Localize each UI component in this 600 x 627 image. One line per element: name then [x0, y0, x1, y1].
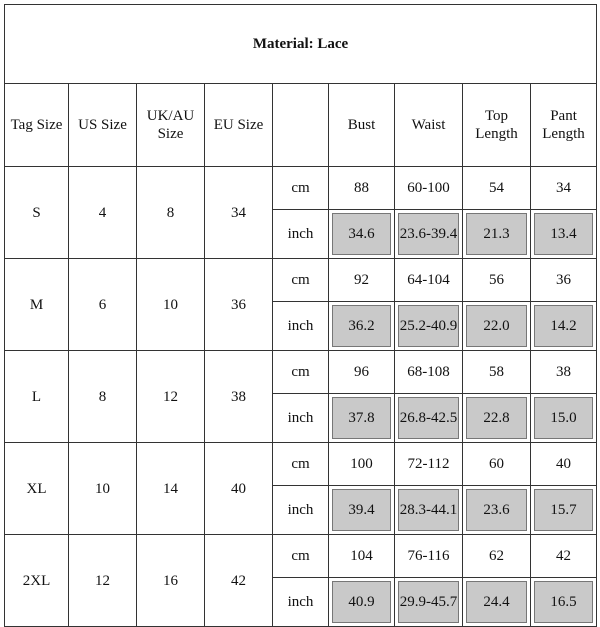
header-uk-au-size [137, 84, 205, 167]
shaded-value: 28.3-44.1 [398, 489, 459, 531]
header-uk-au-line2: Size [157, 126, 184, 142]
pant-length-cell: 34 [531, 167, 597, 210]
header-uk-au-line1: UK/AU [146, 108, 195, 124]
us-size-cell: 8 [69, 351, 137, 443]
pant-length-cell: 40 [531, 443, 597, 486]
header-top-length [463, 84, 531, 167]
header-top-line2: Length [475, 126, 518, 142]
pant-length-cell [531, 302, 597, 351]
tag-size-cell: 2XL [5, 535, 69, 627]
table-title: Material: Lace [5, 5, 597, 84]
us-size-cell: 12 [69, 535, 137, 627]
us-size-cell: 6 [69, 259, 137, 351]
header-bust: Bust [329, 84, 395, 167]
shaded-value: 15.0 [534, 397, 593, 439]
bust-cell: 96 [329, 351, 395, 394]
unit-cell: inch [273, 578, 329, 627]
table-row [5, 167, 597, 210]
shaded-value: 22.0 [466, 305, 527, 347]
pant-length-cell [531, 486, 597, 535]
shaded-value: 34.6 [332, 213, 391, 255]
top-length-cell [463, 394, 531, 443]
bust-cell [329, 394, 395, 443]
eu-size-cell: 38 [205, 351, 273, 443]
shaded-value: 39.4 [332, 489, 391, 531]
tag-size-cell: XL [5, 443, 69, 535]
eu-size-cell: 40 [205, 443, 273, 535]
waist-cell [395, 578, 463, 627]
pant-length-cell [531, 394, 597, 443]
bust-cell: 104 [329, 535, 395, 578]
header-row [5, 84, 597, 167]
top-length-cell: 60 [463, 443, 531, 486]
shaded-value: 25.2-40.9 [398, 305, 459, 347]
waist-cell: 72-112 [395, 443, 463, 486]
shaded-value: 13.4 [534, 213, 593, 255]
header-us-size: US Size [69, 84, 137, 167]
waist-cell [395, 302, 463, 351]
shaded-value: 23.6-39.4 [398, 213, 459, 255]
top-length-cell [463, 210, 531, 259]
header-top-line1: Top [484, 108, 509, 124]
bust-cell: 100 [329, 443, 395, 486]
unit-cell: inch [273, 394, 329, 443]
waist-cell [395, 394, 463, 443]
bust-cell: 92 [329, 259, 395, 302]
uk-au-size-cell: 8 [137, 167, 205, 259]
top-length-cell [463, 578, 531, 627]
unit-cell: inch [273, 302, 329, 351]
table-row [5, 535, 597, 578]
tag-size-cell: L [5, 351, 69, 443]
shaded-value: 26.8-42.5 [398, 397, 459, 439]
header-waist: Waist [395, 84, 463, 167]
unit-cell: cm [273, 259, 329, 302]
shaded-value: 15.7 [534, 489, 593, 531]
waist-cell [395, 486, 463, 535]
us-size-cell: 4 [69, 167, 137, 259]
bust-cell [329, 578, 395, 627]
us-size-cell: 10 [69, 443, 137, 535]
table-row [5, 259, 597, 302]
top-length-cell: 58 [463, 351, 531, 394]
shaded-value: 24.4 [466, 581, 527, 623]
shaded-value: 37.8 [332, 397, 391, 439]
top-length-cell [463, 302, 531, 351]
table-row [5, 443, 597, 486]
top-length-cell: 62 [463, 535, 531, 578]
header-pant-line2: Length [542, 126, 585, 142]
size-chart [4, 4, 596, 610]
top-length-cell: 54 [463, 167, 531, 210]
title-row [5, 5, 597, 84]
header-unit [273, 84, 329, 167]
unit-cell: inch [273, 486, 329, 535]
uk-au-size-cell: 12 [137, 351, 205, 443]
table-row [5, 351, 597, 394]
unit-cell: inch [273, 210, 329, 259]
bust-cell: 88 [329, 167, 395, 210]
shaded-value: 29.9-45.7 [398, 581, 459, 623]
waist-cell: 60-100 [395, 167, 463, 210]
pant-length-cell: 38 [531, 351, 597, 394]
eu-size-cell: 36 [205, 259, 273, 351]
shaded-value: 23.6 [466, 489, 527, 531]
eu-size-cell: 34 [205, 167, 273, 259]
header-eu-size: EU Size [205, 84, 273, 167]
bust-cell [329, 302, 395, 351]
pant-length-cell [531, 210, 597, 259]
unit-cell: cm [273, 535, 329, 578]
unit-cell: cm [273, 443, 329, 486]
header-tag-size: Tag Size [5, 84, 69, 167]
uk-au-size-cell: 16 [137, 535, 205, 627]
header-pant-length [531, 84, 597, 167]
uk-au-size-cell: 14 [137, 443, 205, 535]
shaded-value: 40.9 [332, 581, 391, 623]
shaded-value: 14.2 [534, 305, 593, 347]
top-length-cell: 56 [463, 259, 531, 302]
unit-cell: cm [273, 167, 329, 210]
bust-cell [329, 210, 395, 259]
unit-cell: cm [273, 351, 329, 394]
shaded-value: 21.3 [466, 213, 527, 255]
tag-size-cell: M [5, 259, 69, 351]
waist-cell [395, 210, 463, 259]
size-table [4, 4, 597, 627]
shaded-value: 22.8 [466, 397, 527, 439]
pant-length-cell [531, 578, 597, 627]
waist-cell: 76-116 [395, 535, 463, 578]
waist-cell: 68-108 [395, 351, 463, 394]
shaded-value: 16.5 [534, 581, 593, 623]
eu-size-cell: 42 [205, 535, 273, 627]
shaded-value: 36.2 [332, 305, 391, 347]
pant-length-cell: 36 [531, 259, 597, 302]
top-length-cell [463, 486, 531, 535]
pant-length-cell: 42 [531, 535, 597, 578]
waist-cell: 64-104 [395, 259, 463, 302]
bust-cell [329, 486, 395, 535]
tag-size-cell: S [5, 167, 69, 259]
header-pant-line1: Pant [550, 108, 577, 124]
uk-au-size-cell: 10 [137, 259, 205, 351]
